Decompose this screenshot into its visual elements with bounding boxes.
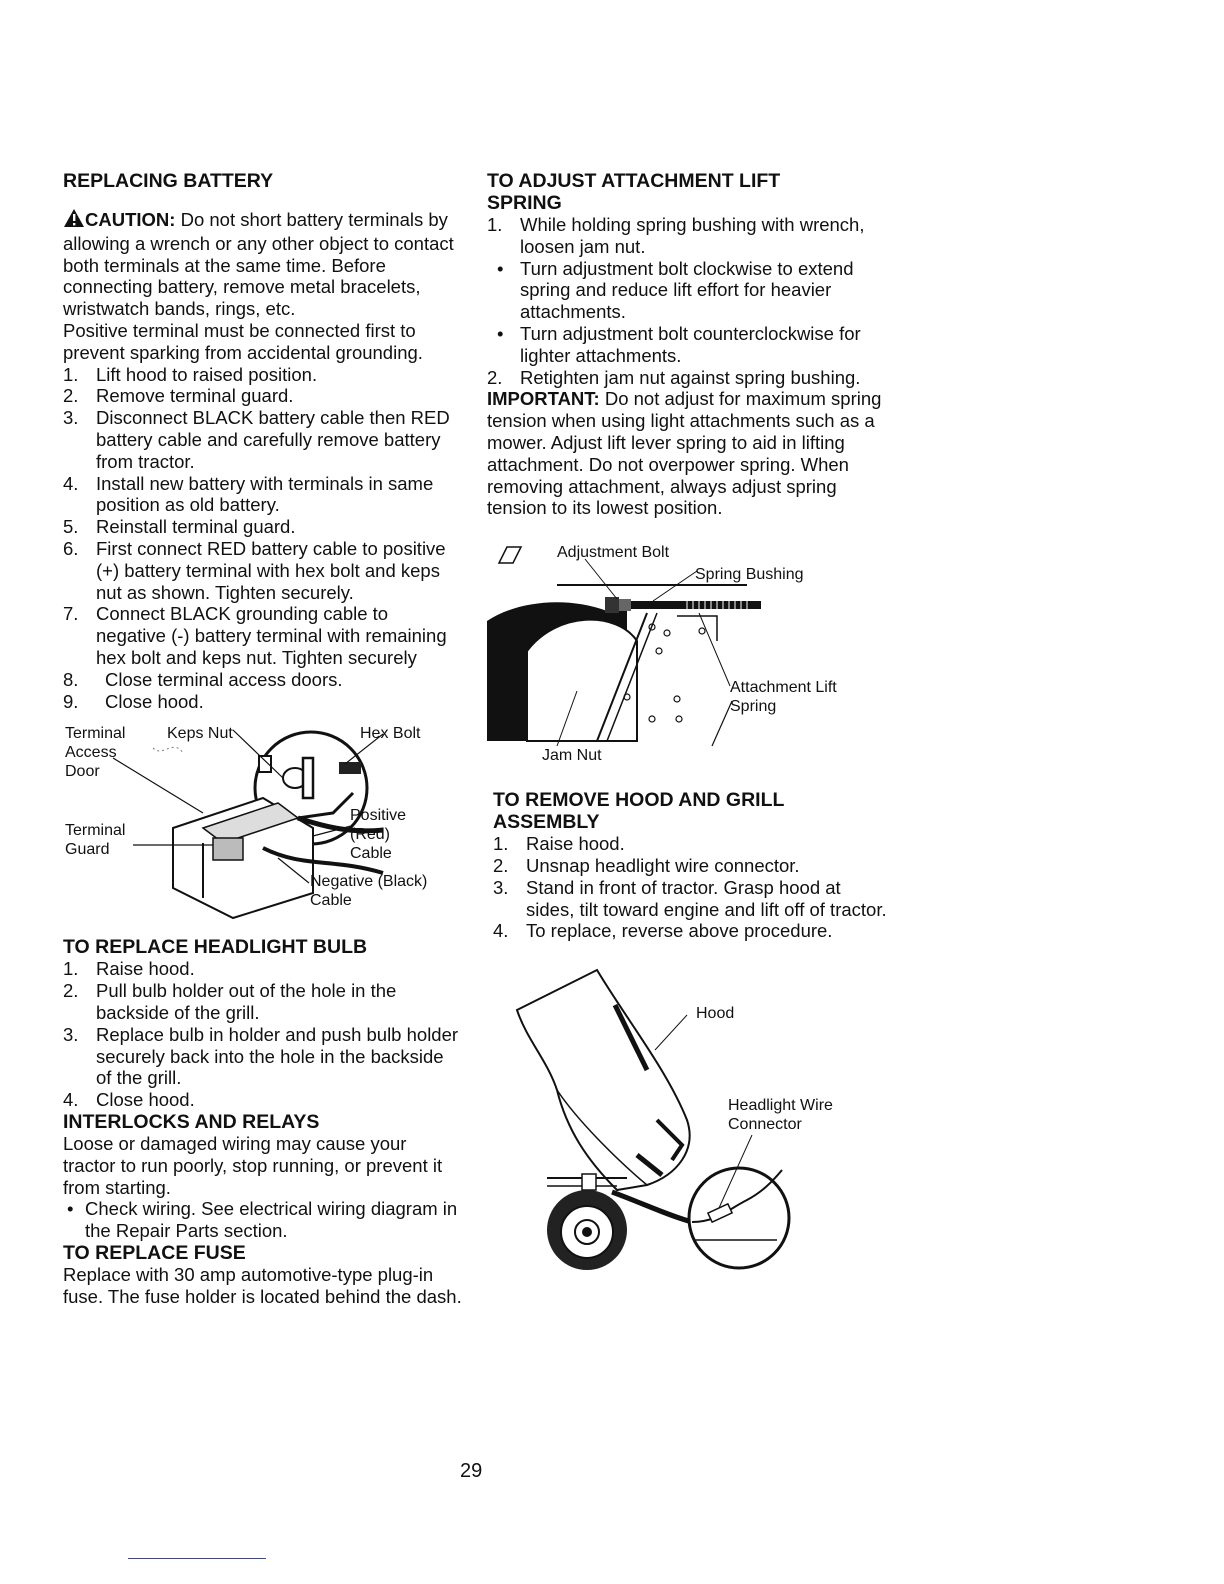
list-item: 2. Pull bulb holder out of the hole in the backside of the grill. [63, 980, 397, 1023]
list-item: 7. Connect BLACK grounding cable to negative (-) battery terminal with remaining hex bolt and keps nut. Tighten securely [63, 603, 447, 668]
list-item: 4. Close hood. [63, 1089, 195, 1111]
keps-nut-label: Keps Nut [167, 725, 233, 743]
negative-cable-label: Negative (Black) Cable [310, 873, 428, 910]
headlight-steps-list [63, 958, 463, 1111]
important-paragraph [487, 388, 887, 519]
page-number: 29 [460, 1460, 483, 1482]
hex-bolt-label: Hex Bolt [360, 725, 421, 743]
list-item: 3. Stand in front of tractor. Grasp hood at sides, tilt toward engine and lift off of tractor. [493, 876, 887, 920]
headlight-bulb-heading: TO REPLACE HEADLIGHT BULB [63, 936, 368, 959]
battery-figure [63, 718, 463, 928]
list-item: 4. To replace, reverse above procedure. [493, 920, 833, 942]
caution-paragraph [63, 208, 463, 320]
list-item: 8. Close terminal access doors. [63, 668, 343, 690]
caution-label: CAUTION: [85, 209, 176, 230]
remove-hood-heading: TO REMOVE HOOD AND GRILL ASSEMBLY [493, 789, 785, 834]
lift-spring-diagram [487, 541, 887, 769]
terminal-access-door-label: Terminal Access Door [65, 725, 126, 781]
jam-nut-label: Jam Nut [542, 747, 602, 765]
right-column [487, 170, 887, 1290]
lift-spring-bullets [487, 258, 887, 367]
replace-fuse-heading: TO REPLACE FUSE [63, 1241, 246, 1264]
positive-cable-label: Positive (Red) Cable [350, 807, 407, 863]
list-item: 1. Raise hood. [493, 833, 625, 855]
list-item: 2. Remove terminal guard. [63, 385, 294, 407]
list-item: • Turn adjustment bolt clockwise to extend spring and reduce lift effort for heavier attachments. [497, 257, 854, 323]
list-item: 9. Close hood. [63, 690, 204, 712]
list-item: 6. First connect RED battery cable to positive (+) battery terminal with hex bolt and keps nut as shown. Tighten securely. [63, 537, 446, 603]
interlocks-bullets [63, 1198, 463, 1242]
battery-steps-list [63, 364, 463, 713]
replacing-battery-heading: REPLACING BATTERY [63, 170, 274, 192]
interlocks-text: Loose or damaged wiring may cause your tractor to run poorly, stop running, or prevent it from starting. [63, 1132, 443, 1198]
hood-figure [487, 960, 887, 1290]
list-item: 2. Retighten jam nut against spring bushing. [487, 366, 861, 388]
list-item: 2. Unsnap headlight wire connector. [493, 854, 800, 876]
hood-label: Hood [696, 1005, 735, 1023]
terminal-guard-label: Terminal Guard [65, 822, 126, 859]
list-item: 3. Disconnect BLACK battery cable then RED battery cable and carefully remove battery from tractor. [63, 407, 450, 472]
left-column [63, 170, 463, 1307]
lift-spring-heading: TO ADJUST ATTACHMENT LIFT SPRING [487, 170, 781, 214]
list-item: 1. Raise hood. [63, 958, 195, 980]
hood-steps-list [487, 833, 887, 942]
lift-spring-figure [487, 541, 887, 769]
lift-spring-step1 [487, 214, 887, 258]
important-label: IMPORTANT: [487, 388, 600, 410]
bottom-rule [128, 1558, 266, 1559]
headlight-wire-connector-label: Headlight Wire Connector [728, 1097, 833, 1134]
list-item: 1. While holding spring bushing with wrench, loosen jam nut. [487, 214, 865, 257]
adjustment-bolt-label: Adjustment Bolt [557, 544, 670, 562]
list-item: • Turn adjustment bolt counterclockwise for lighter attachments. [497, 322, 861, 366]
lift-spring-step2 [487, 367, 887, 389]
attachment-lift-spring-label: Attachment Lift Spring [730, 679, 837, 716]
list-item: 1. Lift hood to raised position. [63, 363, 318, 385]
important-text: Do not adjust for maximum spring tension when using light attachments such as a mower. Adjust lift lever spring to aid in lifting attachment. Do not overpower spring. When removing attachment, always adjust spring tension to its lowest position. [487, 388, 882, 519]
spring-bushing-label: Spring Bushing [695, 566, 804, 584]
list-item: 3. Replace bulb in holder and push bulb holder securely back into the hole in the backside of the grill. [63, 1023, 459, 1089]
list-item: 5. Reinstall terminal guard. [63, 516, 296, 538]
warning-triangle-icon [63, 208, 85, 233]
list-item: 4. Install new battery with terminals in same position as old battery. [63, 472, 434, 516]
caution-text: Do not short battery terminals by allowing a wrench or any other object to contact both terminals at the same time. Before connecting battery, remove metal bracelets, wristwatch bands, rings, etc. [63, 209, 454, 320]
positive-terminal-note: Positive terminal must be connected first to prevent sparking from accidental grounding. [63, 319, 423, 363]
list-item: • Check wiring. See electrical wiring diagram in the Repair Parts section. [67, 1198, 458, 1242]
interlocks-heading: INTERLOCKS AND RELAYS [63, 1110, 320, 1133]
fuse-text: Replace with 30 amp automotive-type plug-in fuse. The fuse holder is located behind the dash. [63, 1263, 462, 1307]
